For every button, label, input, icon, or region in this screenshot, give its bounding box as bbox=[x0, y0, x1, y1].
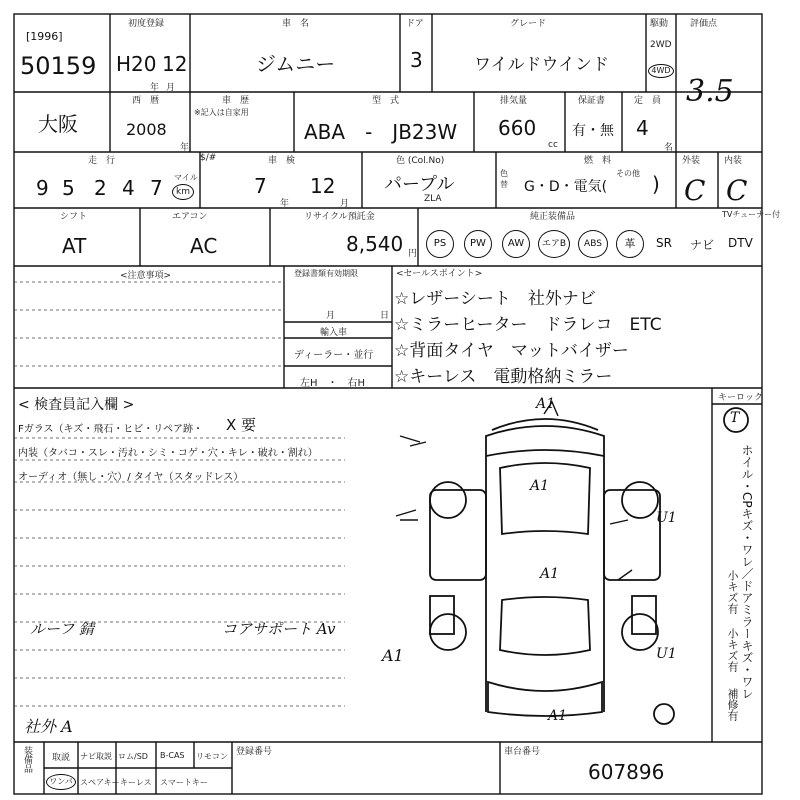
sales-point-4: ☆キーレス 電動格納ミラー bbox=[394, 367, 613, 387]
label-keylock: キーロック bbox=[718, 393, 763, 403]
bottom-keyless: キーレス bbox=[120, 778, 152, 787]
exterior-mark: C bbox=[684, 174, 706, 207]
mileage-digit-5: 7 bbox=[150, 176, 163, 200]
unit-km-circled: km bbox=[172, 184, 194, 200]
displacement: 660 bbox=[498, 116, 537, 140]
bottom-remote: リモコン bbox=[196, 752, 228, 761]
sales-point-1: ☆レザーシート 社外ナビ bbox=[394, 289, 596, 309]
label-interior: 内装 bbox=[724, 156, 743, 166]
bottom-spare-key: スペアキー bbox=[80, 778, 120, 787]
bottom-navi-manual: ナビ取説 bbox=[80, 752, 112, 761]
inspector-label: < 検査員記入欄 > bbox=[18, 397, 135, 413]
label-ac: エアコン bbox=[172, 212, 208, 222]
label-reg-expiry: 登録書類有効期限 bbox=[294, 269, 358, 278]
steering-side: 左H ・ 右H bbox=[300, 378, 366, 389]
label-shift: シフト bbox=[60, 212, 88, 222]
bottom-bcas: B-CAS bbox=[160, 751, 185, 760]
mileage-digit-1: 9 bbox=[36, 176, 49, 200]
vertical-remark-main: ホイル・CPキズ・ワレ／ドアミラーキズ・ワレ bbox=[740, 444, 754, 700]
grade: ワイルドウインド bbox=[474, 55, 609, 75]
lot-note: [1996] bbox=[26, 30, 63, 43]
label-doors: ドア bbox=[406, 19, 424, 29]
damage-mark-right-rear: U1 bbox=[656, 646, 677, 662]
shaken-month-unit: 月 bbox=[340, 199, 350, 209]
label-capacity: 定 員 bbox=[634, 96, 662, 106]
label-fuel: 燃 料 bbox=[584, 156, 612, 166]
score: 3.5 bbox=[686, 74, 734, 109]
expiry-day-label: 日 bbox=[380, 311, 390, 321]
label-equipment: 純正装備品 bbox=[530, 212, 576, 222]
equip-leather: 革 bbox=[616, 230, 644, 258]
label-recycle: リサイクル預託金 bbox=[304, 212, 375, 222]
label-inspection: 車 歴 bbox=[222, 96, 250, 106]
equip-navi: ナビ bbox=[690, 238, 715, 252]
damage-mark-left-rear: A1 bbox=[382, 646, 404, 665]
label-bottom-equipment: 装備品 bbox=[22, 746, 32, 773]
damage-mark-right-front: U1 bbox=[656, 510, 677, 526]
sales-point-2: ☆ミラーヒーター ドラレコ ETC bbox=[394, 315, 662, 335]
inspector-line-1: Fガラス（キズ・飛石・ヒビ・リペア跡・ bbox=[18, 424, 204, 435]
model-name: ジムニー bbox=[256, 52, 336, 76]
label-sales-points: <セールスポイント> bbox=[396, 269, 483, 279]
label-color: 色 (Col.No) bbox=[396, 156, 445, 166]
fuel-close: ) bbox=[652, 172, 660, 196]
label-import: 輸入車 bbox=[320, 328, 348, 338]
equip-ps: PS bbox=[426, 230, 454, 258]
fuel-other-label: その他 bbox=[616, 169, 640, 178]
damage-mark-roof: A1 bbox=[540, 566, 560, 582]
registration-era: H20 bbox=[116, 52, 157, 76]
label-mileage: 走 行 bbox=[88, 156, 116, 166]
registration-month: 12 bbox=[162, 52, 188, 76]
equip-abs: ABS bbox=[578, 230, 608, 258]
unit-persons: 名 bbox=[664, 143, 674, 153]
interior-mark: C bbox=[726, 174, 748, 207]
mileage-digit-4: 4 bbox=[122, 176, 135, 200]
shaken-month: 12 bbox=[310, 174, 336, 198]
label-tuner: TVチューナー付 bbox=[722, 210, 781, 219]
key-mark: T bbox=[730, 410, 740, 426]
unit-yen: 円 bbox=[408, 249, 418, 259]
lot-number: 50159 bbox=[20, 52, 97, 80]
import-option: ディーラー・並行 bbox=[294, 350, 374, 361]
bottom-smart-key: スマートキー bbox=[160, 778, 208, 787]
label-reg-number: 登録番号 bbox=[236, 747, 273, 757]
mileage-digit-3: 2 bbox=[94, 176, 107, 200]
label-month: 月 bbox=[166, 83, 176, 93]
model-code: ABA - JB23W bbox=[304, 120, 458, 144]
warranty: 有・無 bbox=[572, 123, 614, 139]
vertical-remark-2: 小キズ有 bbox=[726, 628, 739, 672]
bottom-manual: 取説 bbox=[52, 753, 71, 763]
year-western: 2008 bbox=[126, 120, 167, 139]
sales-point-3: ☆背面タイヤ マットバイザー bbox=[394, 341, 629, 361]
vertical-remark-3: 補修有 bbox=[726, 688, 739, 721]
door-count: 3 bbox=[410, 48, 423, 72]
mileage-digit-2: 5 bbox=[62, 176, 75, 200]
bottom-rom-sd: ロム/SD bbox=[118, 752, 148, 761]
label-drive: 駆動 bbox=[650, 19, 669, 29]
shaken-year: 7 bbox=[254, 174, 267, 198]
label-s: $/# bbox=[200, 153, 217, 163]
damage-mark-front: A1 bbox=[536, 396, 556, 412]
label-displacement: 排気量 bbox=[500, 96, 528, 106]
bottom-onepa-circled: ワンパ bbox=[46, 774, 76, 790]
fuel: G・D・電気( bbox=[524, 179, 608, 195]
label-score: 評価点 bbox=[690, 19, 718, 29]
recycle-fee: 8,540 bbox=[346, 232, 404, 256]
damage-mark-rear: A1 bbox=[548, 708, 568, 724]
equip-sr: SR bbox=[656, 236, 672, 250]
equip-pw: PW bbox=[464, 230, 492, 258]
drive-2wd: 2WD bbox=[650, 40, 672, 50]
location: 大阪 bbox=[38, 112, 78, 136]
label-western-year: 西 暦 bbox=[132, 96, 160, 106]
shaken-year-unit: 年 bbox=[280, 199, 290, 209]
unit-cc: cc bbox=[548, 140, 558, 150]
label-warranty: 保証書 bbox=[578, 96, 606, 106]
label-model-code: 型 式 bbox=[372, 96, 400, 106]
chassis-serial: 607896 bbox=[588, 760, 665, 784]
color-code: ZLA bbox=[424, 194, 442, 204]
label-year-2: 年 bbox=[180, 143, 190, 153]
label-shaken: 車 検 bbox=[268, 156, 296, 166]
equip-airbag: エアB bbox=[538, 230, 570, 258]
equip-dtv: DTV bbox=[728, 236, 753, 250]
inspection-note: ※記入は自家用 bbox=[194, 108, 249, 117]
color: パープル bbox=[384, 174, 455, 195]
inspector-line-1-mark: X 要 bbox=[226, 416, 257, 434]
inspector-note-core-support: コアサポート Av bbox=[222, 620, 336, 638]
label-first-registration: 初度登録 bbox=[128, 19, 165, 29]
label-exterior: 外装 bbox=[682, 156, 701, 166]
equip-aw: AW bbox=[502, 230, 530, 258]
inspector-line-2: 内装（タバコ・スレ・汚れ・シミ・コゲ・穴・キレ・破れ・割れ） bbox=[18, 448, 318, 459]
label-caution: <注意事項> bbox=[120, 271, 172, 281]
label-color-change: 色替 bbox=[500, 169, 508, 189]
drive-4wd-circled: 4WD bbox=[648, 64, 674, 78]
label-grade: グレード bbox=[510, 19, 547, 29]
label-serial: 車台番号 bbox=[504, 747, 541, 757]
capacity: 4 bbox=[636, 116, 649, 140]
vertical-remark-1: 小キズ有 bbox=[726, 570, 739, 614]
inspector-note-roof: ルーフ 錆 bbox=[30, 620, 95, 638]
inspector-line-3: オーディオ（無し・穴）/ タイヤ（スタッドレス） bbox=[18, 472, 244, 483]
inspector-note-aftermarket: 社外 A bbox=[24, 717, 73, 736]
label-model-name: 車 名 bbox=[282, 19, 310, 29]
expiry-month-label: 月 bbox=[326, 311, 336, 321]
label-year: 年 bbox=[150, 83, 160, 93]
shift: AT bbox=[62, 234, 87, 258]
damage-mark-bonnet: A1 bbox=[530, 478, 550, 494]
air-conditioning: AC bbox=[190, 234, 218, 258]
unit-mile: マイル bbox=[174, 173, 198, 182]
